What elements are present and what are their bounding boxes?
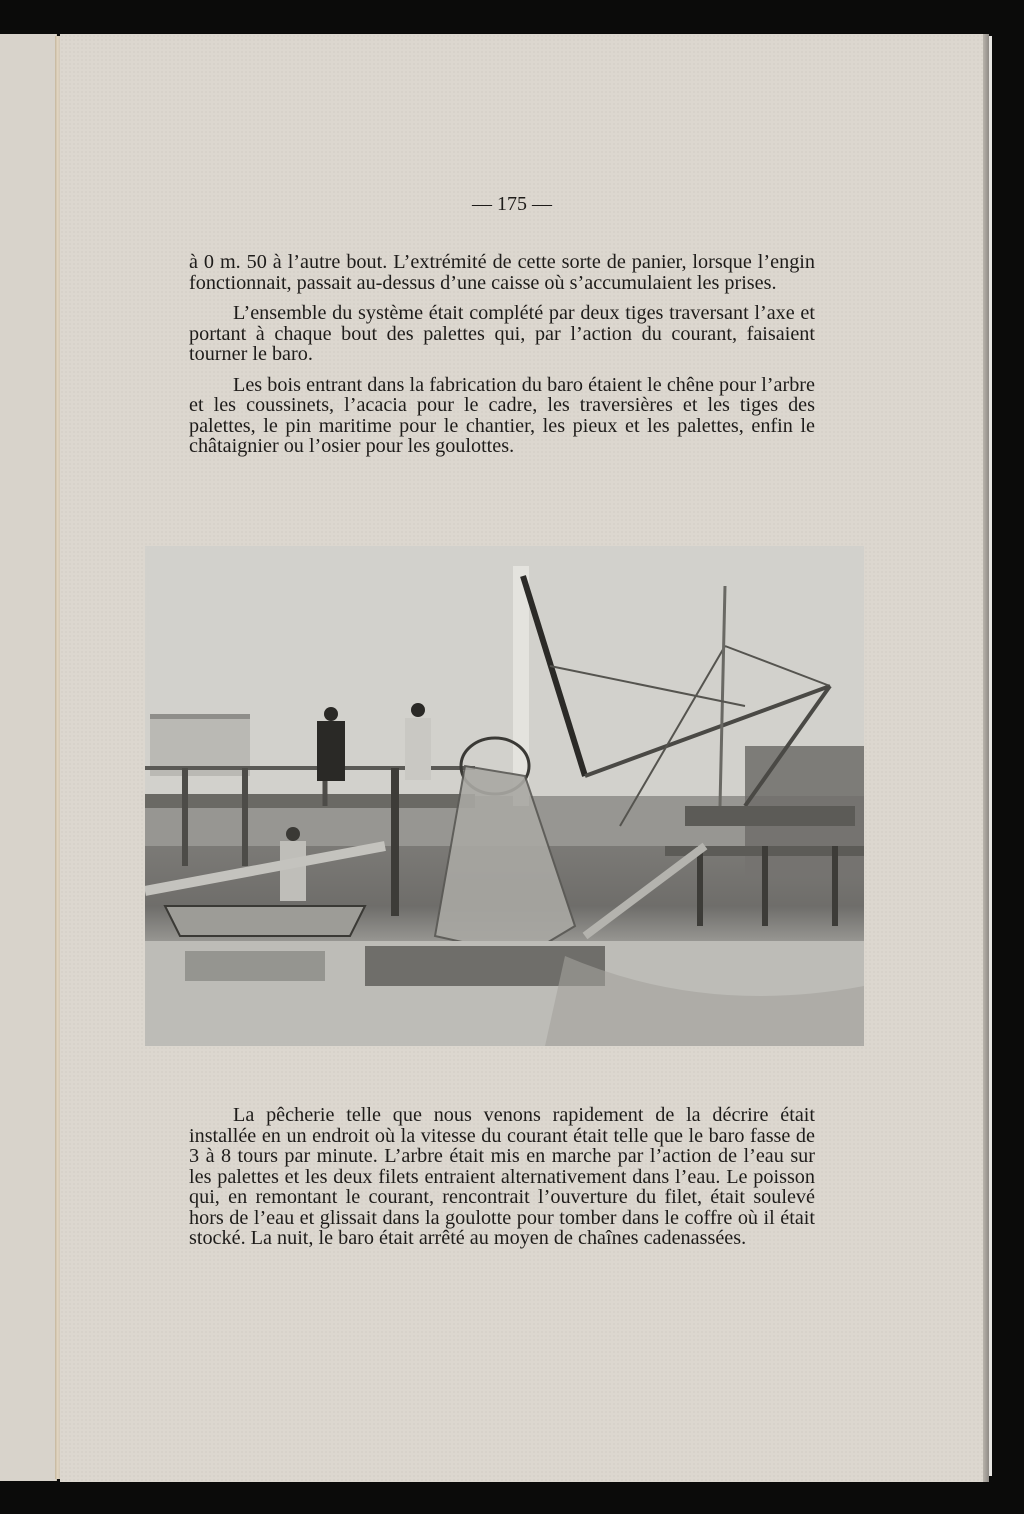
top-text-section [189,252,815,457]
paragraph-fishery-operation: La pêcherie telle que nous venons rapidement de la décrire était installée en un endroit où la vitesse du courant était telle que le baro fasse de 3 à 8 tours par minute. L’arbre était mis en marche par l’action de l’eau sur les palettes et les deux filets entraient alternativement dans l’eau. Le poisson qui, en remontant le courant, rencontrait l’ouverture du filet, était soulevé hors de l’eau et glissait dans la goulotte pour tomber dans le coffre où il était stocké. La nuit, le baro était arrêté au moyen de chaînes cadenassées. [189,1104,815,1249]
left-page-edge [0,34,57,1481]
bottom-text-section [189,1105,815,1249]
paragraph-system: L’ensemble du système était complété par deux tiges traversant l’axe et portant à chaque bout des palettes qui, par l’action du courant, faisaient tourner le baro. [189,302,815,365]
paragraph-woods: Les bois entrant dans la fabrication du baro étaient le chêne pour l’arbre et les coussinets, l’acacia pour le cadre, les traversières et les tiges des palettes, le pin maritime pour le chantier, les pieux et les palettes, enfin le châtaignier ou l’osier pour les goulottes. [189,373,815,457]
paragraph-continuation: à 0 m. 50 à l’autre bout. L’extrémité de cette sorte de panier, lorsque l’engin fonctionnait, passait au-dessus d’une caisse où s’accumulaient les prises. [189,251,815,294]
page-edge [989,36,992,1476]
fishery-photograph [145,546,864,1046]
photo-illustration [145,546,864,1046]
page-number: — 175 — [472,193,552,215]
